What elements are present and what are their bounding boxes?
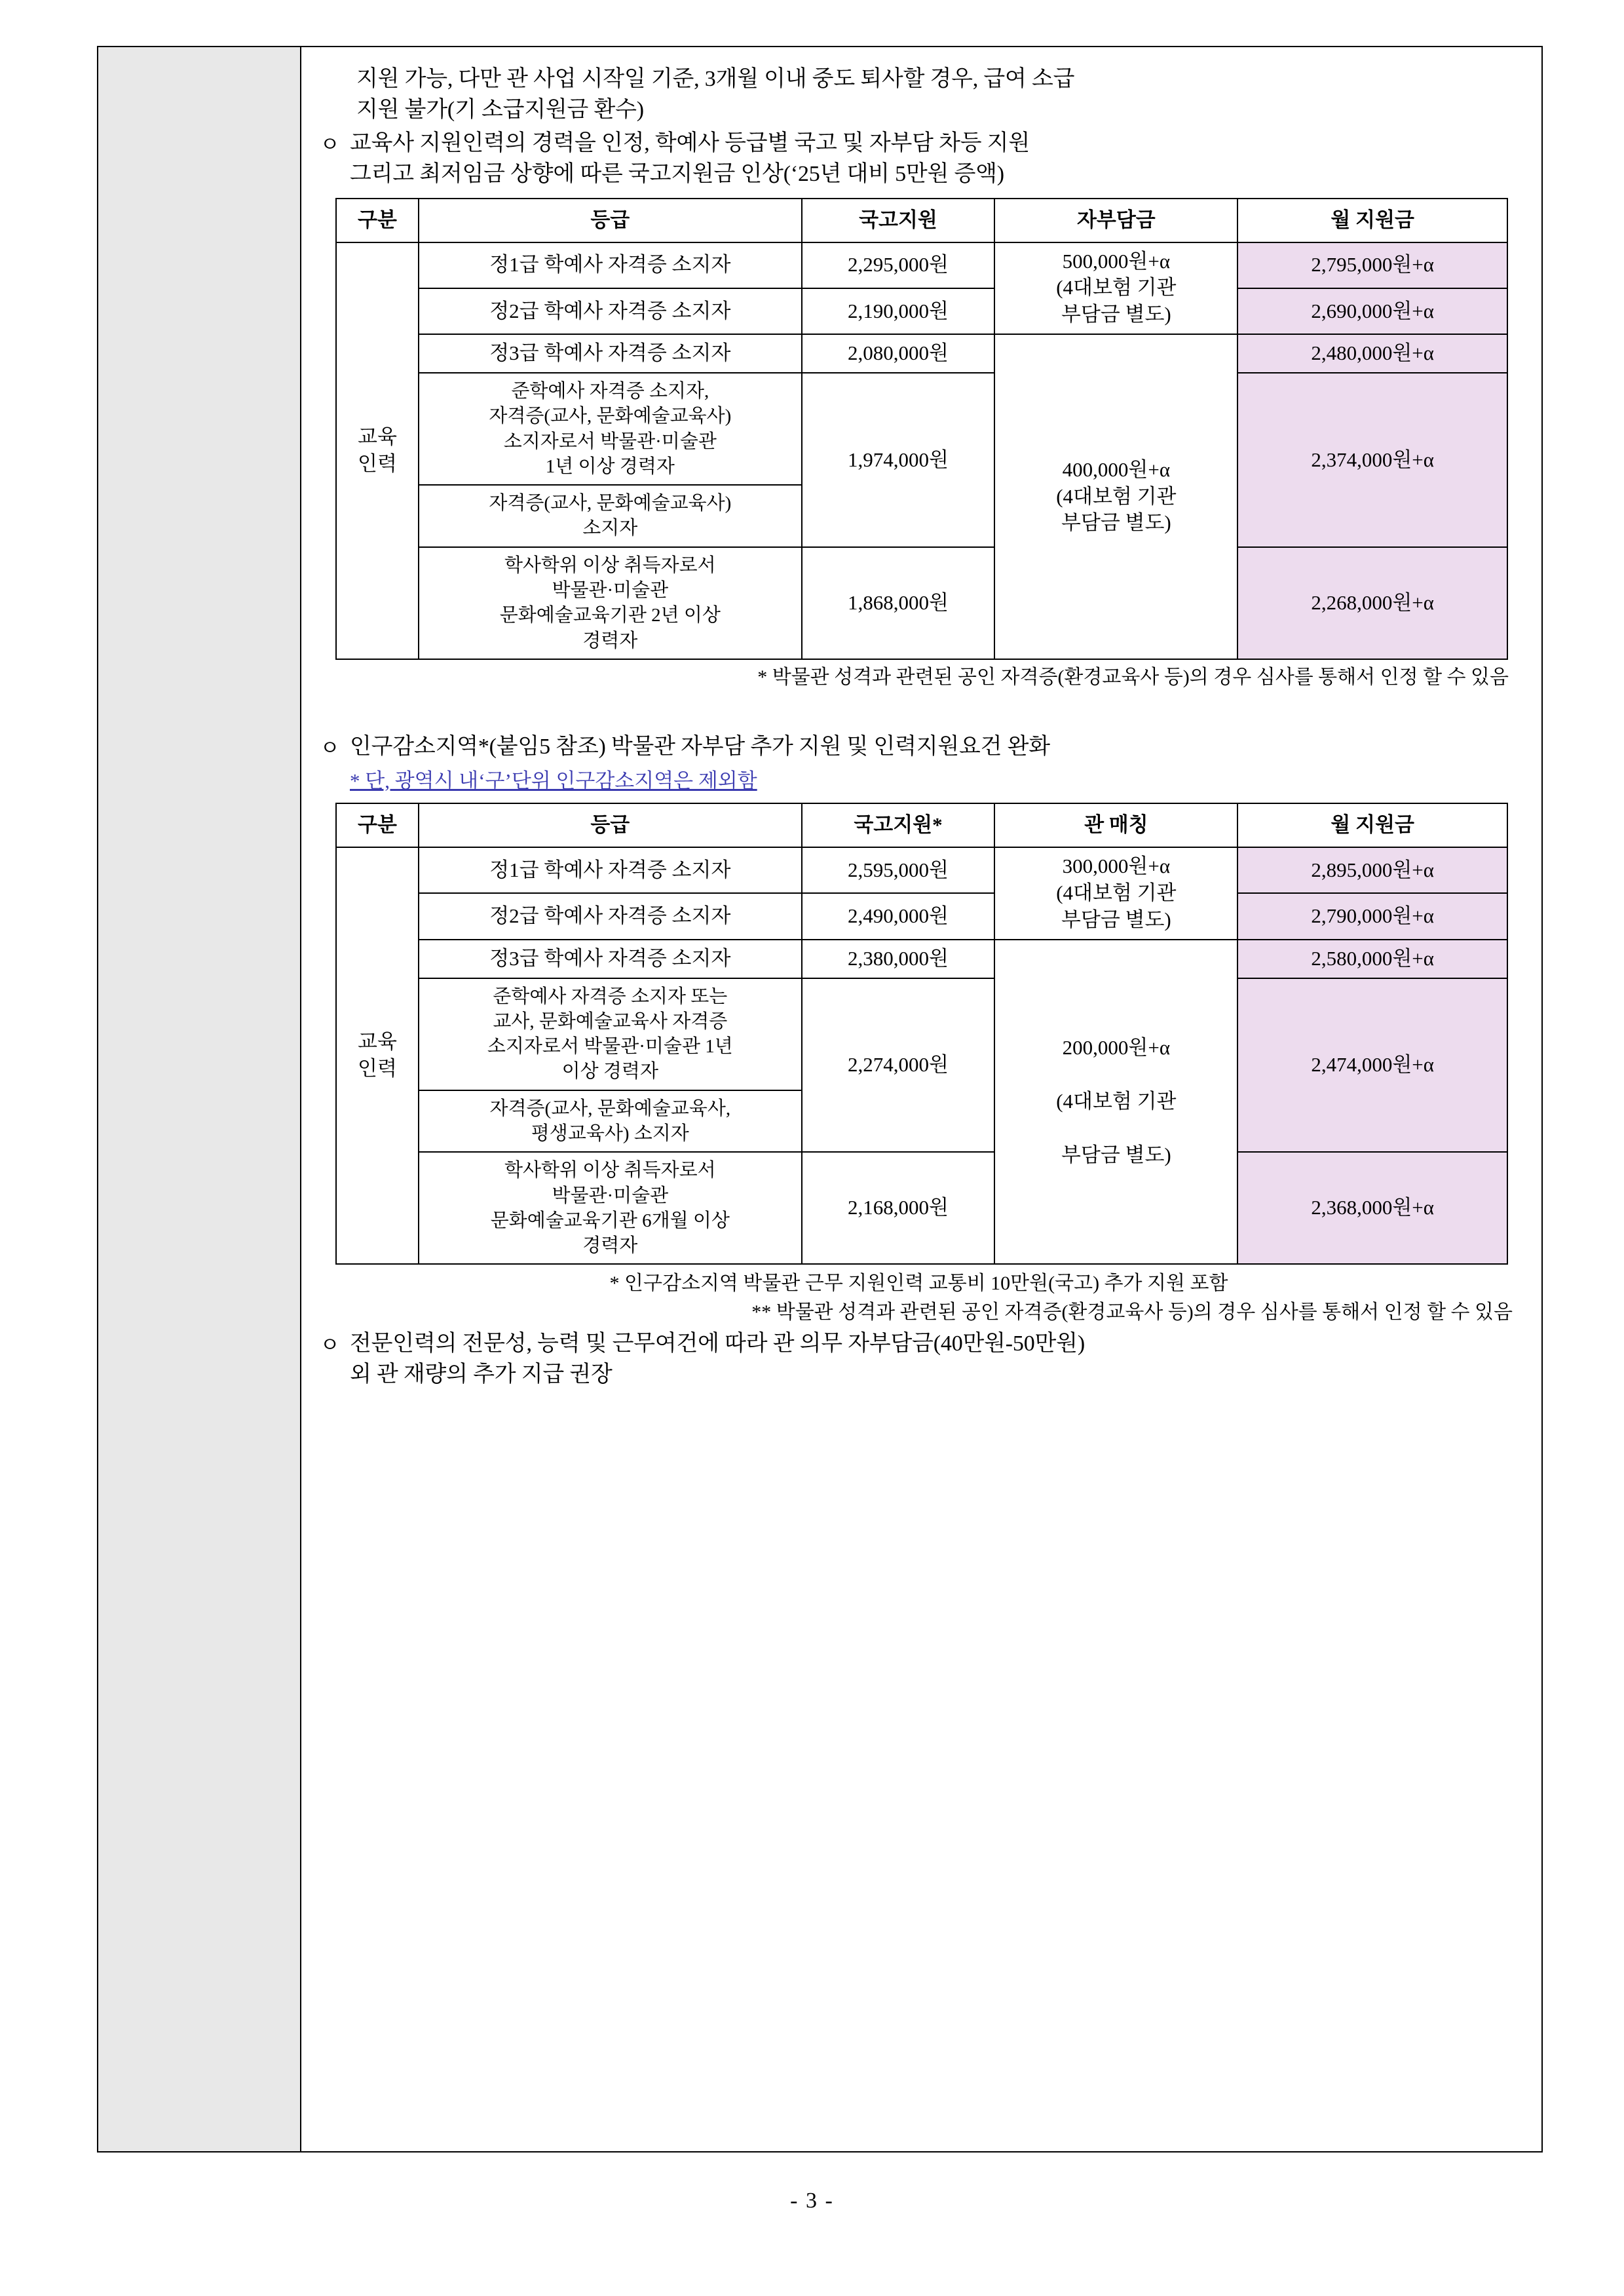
table1-header-2: 국고지원	[802, 199, 995, 242]
table2-footnote-1: * 인구감소지역 박물관 근무 지원인력 교통비 10만원(국고) 추가 지원 포함	[609, 1272, 1228, 1295]
table1-footnote: * 박물관 성격과 관련된 공인 자격증(환경교육사 등)의 경우 심사를 통해서 인정 할 수 있음	[757, 666, 1509, 688]
bullet-item-1-line-2: 그리고 최저임금 상향에 따른 국고지원금 인상(‘25년 대비 5만원 증액)	[350, 161, 1004, 186]
table1-r5-gov: 1,868,000원	[802, 547, 995, 659]
table2-r4-grade: 자격증(교사, 문화예술교육사, 평생교육사) 소지자	[419, 1090, 802, 1153]
support-table-standard	[335, 198, 1508, 660]
bullet-item-3-line-2: 외 관 재량의 추가 지급 권장	[350, 1362, 613, 1387]
table-row	[336, 373, 1507, 485]
table2-footnote-2: ** 박물관 성격과 관련된 공인 자격증(환경교육사 등)의 경우 심사를 통해서 인정 할 수 있음	[751, 1301, 1513, 1324]
table2-group-label	[336, 847, 419, 1264]
table1-self-group-2: 400,000원+α (4대보험 기관 부담금 별도)	[994, 334, 1237, 659]
table-row	[336, 1152, 1507, 1264]
bullet-marker: ㅇ	[320, 735, 340, 759]
bullet-item-1	[320, 128, 1518, 190]
table1-group-label-text: 교육 인력	[358, 425, 397, 475]
bullet-marker: ㅇ	[320, 1333, 340, 1357]
table2-r5-total: 2,368,000원+α	[1237, 1152, 1507, 1264]
table1-header-3: 자부담금	[994, 199, 1237, 242]
table-row	[336, 242, 1507, 288]
table-header-row	[336, 803, 1507, 847]
table-header-row	[336, 199, 1507, 242]
table-row	[336, 893, 1507, 939]
table1-header-4: 월 지원금	[1237, 199, 1507, 242]
table1-r1-gov: 2,190,000원	[802, 288, 995, 334]
table1-r1-total: 2,690,000원+α	[1237, 288, 1507, 334]
table1-header-0: 구분	[336, 199, 419, 242]
bullet-item-2-line-1: 인구감소지역*(붙임5 참조) 박물관 자부담 추가 지원 및 인력지원요건 완화	[350, 734, 1050, 759]
table2-r1-grade: 정2급 학예사 자격증 소지자	[419, 893, 802, 939]
table2-header-3: 관 매칭	[994, 803, 1237, 847]
table2-header-4: 월 지원금	[1237, 803, 1507, 847]
bullet-item-2-note: * 단, 광역시 내‘구’단위 인구감소지역은 제외함	[350, 769, 757, 792]
table2-header-0: 구분	[336, 803, 419, 847]
table-row	[336, 334, 1507, 373]
table1-self-group-1: 500,000원+α (4대보험 기관 부담금 별도)	[994, 242, 1237, 335]
bullet-item-2-text	[350, 732, 1518, 795]
bullet-item-3-text	[350, 1329, 1518, 1390]
table1-r2-grade: 정3급 학예사 자격증 소지자	[419, 334, 802, 373]
table2-r1-gov: 2,490,000원	[802, 893, 995, 939]
table1-header-1: 등급	[419, 199, 802, 242]
table2-r2-total: 2,580,000원+α	[1237, 940, 1507, 978]
table-row	[336, 847, 1507, 893]
bullet-item-3	[320, 1329, 1518, 1390]
table1-r0-grade: 정1급 학예사 자격증 소지자	[419, 242, 802, 288]
bullet-item-3-line-1: 전문인력의 전문성, 능력 및 근무여건에 따라 관 의무 자부담금(40만원-50만원)	[350, 1331, 1085, 1356]
table1-r4-grade: 자격증(교사, 문화예술교육사) 소지자	[419, 485, 802, 547]
document-page-frame	[97, 46, 1543, 2152]
table2-header-1: 등급	[419, 803, 802, 847]
table1-r2-total: 2,480,000원+α	[1237, 334, 1507, 373]
table1-r3-grade: 준학예사 자격증 소지자, 자격증(교사, 문화예술교육사) 소지자로서 박물관·미술관 1년 이상 경력자	[419, 373, 802, 485]
table1-group-label	[336, 242, 419, 659]
bullet-item-1-text	[350, 128, 1518, 190]
support-table-population-decline	[335, 803, 1508, 1265]
table2-r2-gov: 2,380,000원	[802, 940, 995, 978]
table-row	[336, 978, 1507, 1090]
table-row	[336, 940, 1507, 978]
table1-r3-gov: 1,974,000원	[802, 373, 995, 547]
left-gutter-band	[98, 47, 301, 2151]
table2-header-2: 국고지원*	[802, 803, 995, 847]
table2-r1-total: 2,790,000원+α	[1237, 893, 1507, 939]
page-number: - 3 -	[790, 2189, 834, 2213]
table2-r5-grade: 학사학위 이상 취득자로서 박물관·미술관 문화예술교육기관 6개월 이상 경력자	[419, 1152, 802, 1264]
bullet-marker: ㅇ	[320, 132, 340, 156]
table2-r2-grade: 정3급 학예사 자격증 소지자	[419, 940, 802, 978]
table2-r3-grade: 준학예사 자격증 소지자 또는 교사, 문화예술교육사 자격증 소지자로서 박물관·미술관 1년 이상 경력자	[419, 978, 802, 1090]
intro-line-1: 지원 가능, 다만 관 사업 시작일 기준, 3개월 이내 중도 퇴사할 경우, 급여 소급	[356, 67, 1075, 91]
table1-r5-grade: 학사학위 이상 취득자로서 박물관·미술관 문화예술교육기관 2년 이상 경력자	[419, 547, 802, 659]
table2-group-label-text: 교육 인력	[358, 1030, 397, 1081]
table-row	[336, 288, 1507, 334]
table1-r3-total: 2,374,000원+α	[1237, 373, 1507, 547]
document-content-column	[301, 47, 1541, 2151]
table1-r0-gov: 2,295,000원	[802, 242, 995, 288]
table2-self-group-2: 200,000원+α (4대보험 기관 부담금 별도)	[994, 940, 1237, 1265]
table2-r0-grade: 정1급 학예사 자격증 소지자	[419, 847, 802, 893]
table2-self-group-1: 300,000원+α (4대보험 기관 부담금 별도)	[994, 847, 1237, 940]
table1-r1-grade: 정2급 학예사 자격증 소지자	[419, 288, 802, 334]
table1-r5-total: 2,268,000원+α	[1237, 547, 1507, 659]
bullet-item-2	[320, 732, 1518, 795]
intro-paragraph	[320, 64, 1518, 126]
table2-r0-total: 2,895,000원+α	[1237, 847, 1507, 893]
bullet-item-1-line-1: 교육사 지원인력의 경력을 인정, 학예사 등급별 국고 및 자부담 차등 지원	[350, 130, 1030, 155]
intro-line-2: 지원 불가(기 소급지원금 환수)	[356, 97, 644, 122]
table1-r2-gov: 2,080,000원	[802, 334, 995, 373]
table2-r3-gov: 2,274,000원	[802, 978, 995, 1153]
table2-r3-total: 2,474,000원+α	[1237, 978, 1507, 1153]
table1-r0-total: 2,795,000원+α	[1237, 242, 1507, 288]
table-row	[336, 547, 1507, 659]
table2-r5-gov: 2,168,000원	[802, 1152, 995, 1264]
table2-r0-gov: 2,595,000원	[802, 847, 995, 893]
